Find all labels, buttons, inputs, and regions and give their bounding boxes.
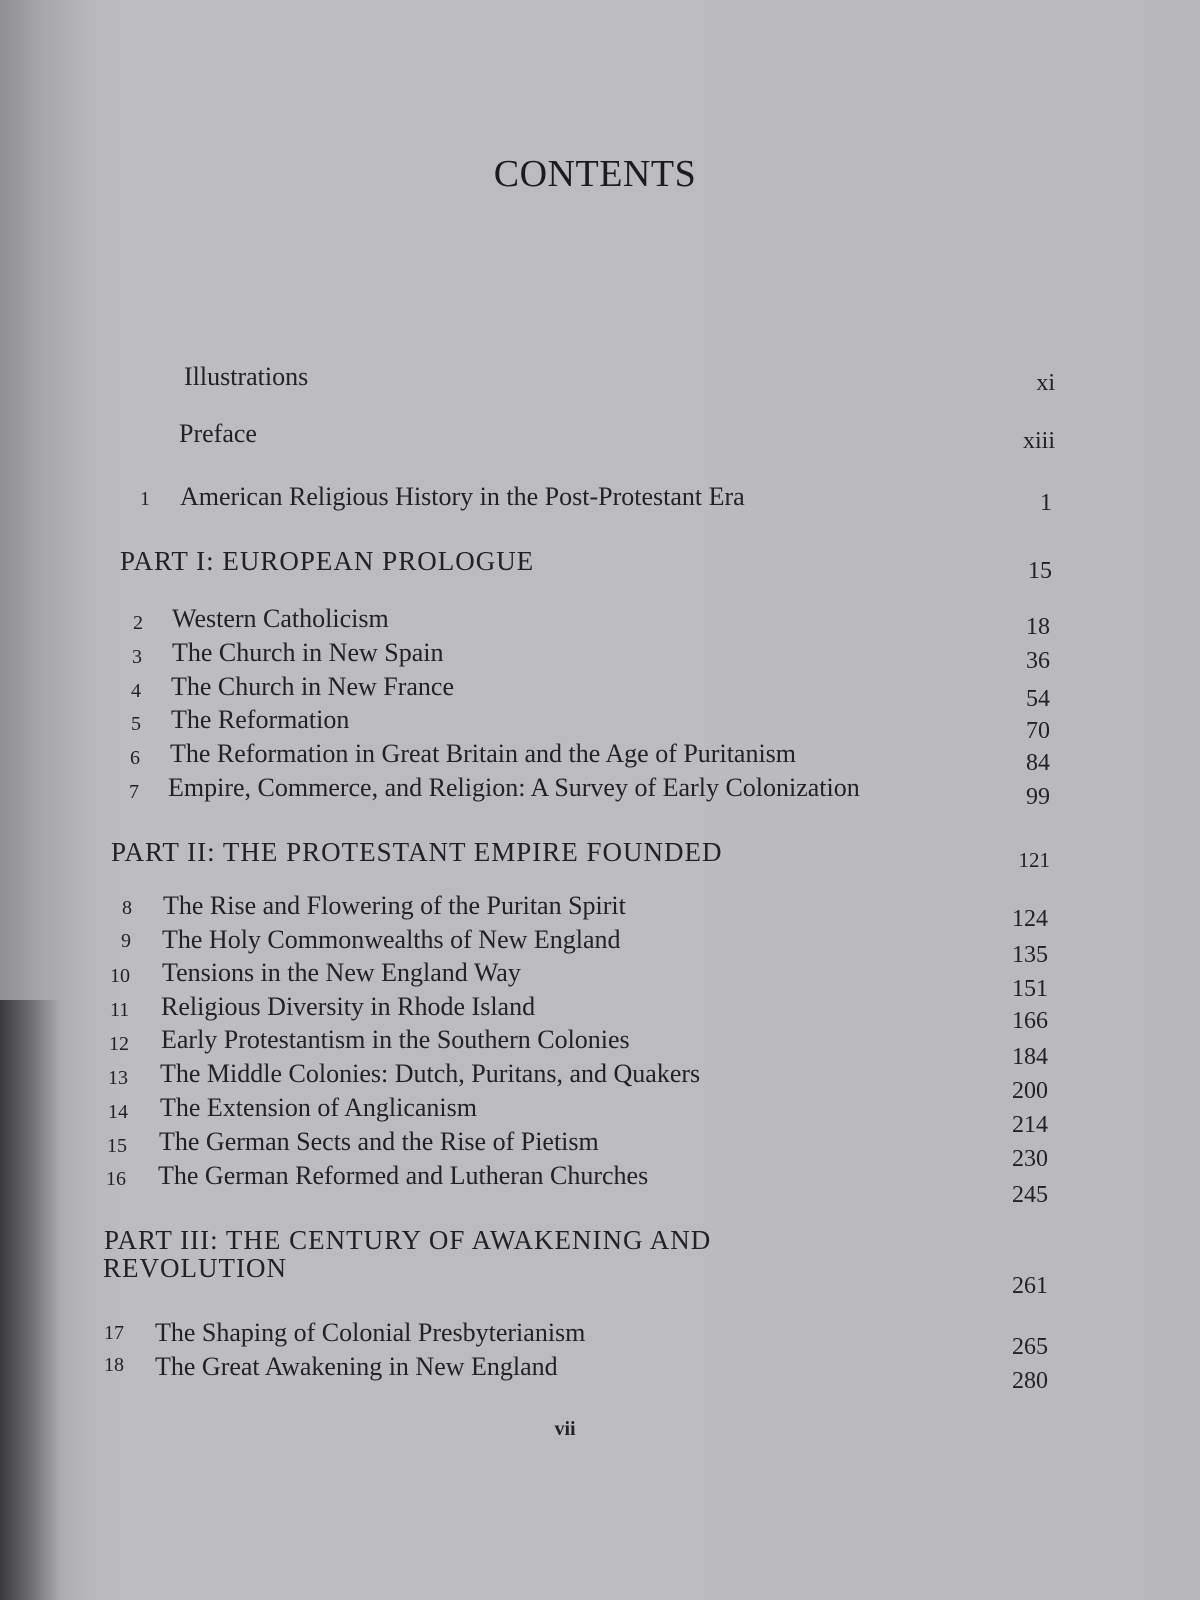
- chapter-number: 10: [110, 965, 130, 987]
- chapter-title: Tensions in the New England Way: [162, 958, 521, 987]
- chapter-title: American Religious History in the Post-Protestant Era: [180, 482, 745, 511]
- chapter-page: 84: [1026, 750, 1050, 776]
- chapter-title: Western Catholicism: [172, 604, 389, 633]
- page-number: vii: [554, 1418, 576, 1440]
- chapter-page: 200: [1012, 1078, 1048, 1104]
- chapter-title: The Reformation: [171, 705, 350, 734]
- chapter-number: 8: [122, 897, 132, 919]
- chapter-page: 70: [1026, 718, 1050, 744]
- chapter-title: Empire, Commerce, and Religion: A Survey of Early Colonization: [168, 773, 860, 802]
- chapter-number: 1: [140, 488, 150, 510]
- chapter-title: The Holy Commonwealths of New England: [162, 925, 621, 954]
- chapter-page: 36: [1026, 648, 1050, 674]
- chapter-title: The German Reformed and Lutheran Churches: [158, 1161, 649, 1190]
- chapter-page: 214: [1012, 1112, 1048, 1138]
- part-page: 261: [1012, 1273, 1048, 1299]
- chapter-title: The German Sects and the Rise of Pietism: [159, 1127, 599, 1156]
- chapter-number: 11: [110, 999, 130, 1021]
- part-heading: PART II: THE PROTESTANT EMPIRE FOUNDED: [111, 837, 723, 867]
- chapter-page: 99: [1026, 784, 1050, 810]
- chapter-title: The Middle Colonies: Dutch, Puritans, and Quakers: [160, 1059, 701, 1088]
- chapter-number: 18: [104, 1354, 124, 1376]
- chapter-page: 18: [1026, 614, 1050, 640]
- page-title: CONTENTS: [493, 153, 697, 195]
- part-heading: PART I: EUROPEAN PROLOGUE: [120, 546, 535, 576]
- chapter-page: 230: [1012, 1146, 1048, 1172]
- chapter-title: The Extension of Anglicanism: [160, 1093, 478, 1122]
- chapter-number: 7: [129, 781, 139, 803]
- toc-page-illustrations: xi: [1036, 370, 1055, 396]
- chapter-title: Early Protestantism in the Southern Colonies: [161, 1025, 630, 1054]
- chapter-page: 54: [1026, 686, 1050, 712]
- chapter-title: The Rise and Flowering of the Puritan Spirit: [163, 891, 626, 920]
- chapter-title: The Church in New Spain: [172, 638, 444, 667]
- part-page: 15: [1028, 558, 1052, 584]
- page-edge-shadow: [0, 1000, 60, 1600]
- chapter-page: 184: [1012, 1044, 1048, 1070]
- part-page: 121: [1018, 848, 1050, 872]
- chapter-number: 5: [131, 713, 141, 735]
- chapter-number: 12: [109, 1033, 129, 1055]
- chapter-page: 166: [1012, 1008, 1048, 1034]
- toc-entry-preface: Preface: [179, 419, 257, 448]
- chapter-page: 265: [1012, 1334, 1048, 1360]
- chapter-number: 14: [108, 1101, 128, 1123]
- chapter-page: 1: [1040, 490, 1052, 516]
- chapter-page: 151: [1012, 976, 1048, 1002]
- toc-page-preface: xiii: [1022, 428, 1055, 454]
- chapter-title: Religious Diversity in Rhode Island: [161, 992, 536, 1021]
- toc-entry-illustrations: Illustrations: [184, 362, 309, 391]
- chapter-number: 3: [132, 646, 142, 668]
- chapter-page: 245: [1012, 1182, 1048, 1208]
- chapter-title: The Shaping of Colonial Presbyterianism: [155, 1318, 586, 1347]
- chapter-number: 2: [133, 612, 143, 634]
- chapter-number: 9: [121, 930, 131, 952]
- chapter-page: 135: [1012, 942, 1048, 968]
- chapter-number: 16: [106, 1168, 126, 1190]
- part-heading-line2: REVOLUTION: [103, 1253, 287, 1283]
- part-heading-line1: PART III: THE CENTURY OF AWAKENING AND: [104, 1225, 712, 1255]
- chapter-title: The Reformation in Great Britain and the Age of Puritanism: [170, 739, 797, 768]
- chapter-page: 280: [1012, 1368, 1048, 1394]
- chapter-number: 17: [104, 1322, 124, 1344]
- chapter-number: 6: [130, 747, 140, 769]
- chapter-number: 4: [131, 680, 141, 702]
- chapter-page: 124: [1012, 906, 1048, 932]
- chapter-number: 13: [108, 1067, 128, 1089]
- chapter-title: The Great Awakening in New England: [155, 1352, 558, 1381]
- chapter-number: 15: [107, 1135, 127, 1157]
- chapter-title: The Church in New France: [171, 672, 455, 701]
